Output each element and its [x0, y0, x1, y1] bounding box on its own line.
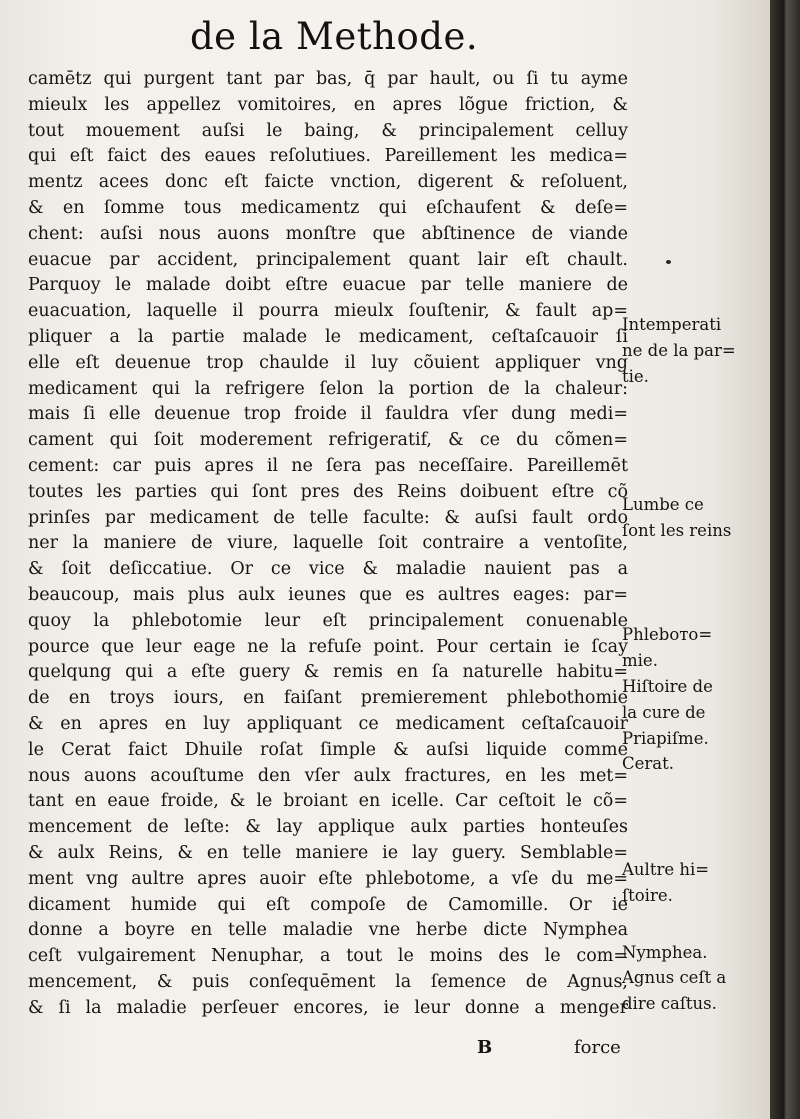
margin-note-agnus	[622, 965, 726, 1017]
body-text	[28, 67, 628, 1021]
text-line: mencement, & puis conſequēment la ſemence de Agnus,	[28, 971, 628, 992]
catchword: force	[574, 1037, 621, 1058]
text-line: camētz qui purgent tant par bas, q̄ par hault, ou ſi tu ayme	[28, 69, 628, 89]
margin-note-line: mie.	[622, 650, 658, 670]
text-line: mentz acees donc eſt faicte vnction, digerent & reſoluent,	[28, 172, 628, 193]
margin-note-nymphea	[622, 940, 707, 966]
text-line: toutes les parties qui ſont pres des Reins doibuent eſtre cõ	[28, 481, 628, 502]
text-line: & en apres en luy appliquant ce medicament ceſtaſcauoir	[28, 713, 628, 734]
margin-note-line: ſtoire.	[622, 885, 673, 905]
text-line: mais ſi elle deuenue trop froide il fauldra vſer dung medi=	[28, 404, 628, 425]
text-line: elle eſt deuenue trop chaulde il luy cõuient appliquer vng	[28, 352, 628, 373]
text-line: cement: car puis apres il ne ſera pas neceſſaire. Pareillemēt	[28, 455, 628, 476]
text-line: medicament qui la refrigere ſelon la portion de la chaleur:	[28, 378, 628, 399]
text-line: Parquoy le malade doibt eſtre euacue par telle maniere de	[28, 275, 628, 296]
margin-note-line: la cure de	[622, 702, 706, 722]
text-line: le Cerat faict Dhuile roſat ſimple & auſsi liquide comme	[28, 739, 628, 760]
text-line: tout mouement auſsi le baing, & principalement celluy	[28, 120, 628, 141]
signature-mark: B	[477, 1037, 493, 1058]
text-line: & en ſomme tous medicamentz qui eſchaufent & deſe=	[28, 197, 628, 218]
text-line: chent: auſsi nous auons monſtre que abſtinence de viande	[28, 223, 628, 244]
margin-note-line: Nymphea.	[622, 943, 708, 962]
text-line: cament qui ſoit moderement refrigeratif, & ce du cõmen=	[28, 430, 628, 451]
margin-note-line: Aultre hi=	[622, 860, 710, 879]
margin-note-histoire	[622, 674, 713, 751]
text-line: quelqung qui a eſte guery & remis en ſa naturelle habitu=	[28, 662, 628, 683]
text-line: prinſes par medicament de telle faculte: & auſsi fault ordo	[28, 507, 628, 528]
text-line: & aulx Reins, & en telle maniere ie lay guery. Semblable=	[28, 842, 628, 863]
margin-note-cerat	[622, 751, 674, 777]
margin-note-line: Intemperati	[622, 315, 722, 334]
text-line: euacuation, laquelle il pourra mieulx ſouſtenir, & fault ap=	[28, 301, 628, 322]
margin-note-line: Agnus ceſt a	[622, 968, 727, 987]
margin-note-intemperatie	[622, 312, 736, 389]
book-gutter	[770, 0, 800, 1119]
text-line: dicament humide qui eſt compoſe de Camomille. Or ie	[28, 894, 628, 915]
text-line: euacue par accident, principalement quant lair eſt chault.	[28, 249, 628, 270]
margin-note-line: ne de la par=	[622, 340, 736, 360]
running-head: de la Methode.	[190, 15, 479, 58]
margin-note-line: Cerat.	[622, 754, 674, 773]
margin-note-line: Priapiſme.	[622, 728, 709, 748]
text-line: pliquer a la partie malade le medicament, ceſtaſcauoir ſi	[28, 326, 628, 347]
margin-note-line: ſont les reins	[622, 520, 732, 540]
margin-note-phlebotomie	[622, 622, 712, 674]
margin-note-line: tie.	[622, 366, 649, 386]
margin-note-line: Phlebото=	[622, 625, 713, 644]
text-line: & ſi la maladie perſeuer encores, ie leur donne a menger	[28, 997, 628, 1018]
margin-notes	[622, 67, 764, 1067]
text-line: ment vng aultre apres auoir eſte phlebotome, a vſe du me=	[28, 868, 628, 889]
text-line: ceſt vulgairement Nenuphar, a tout le moins des le com=	[28, 946, 628, 967]
text-line: qui eſt faict des eaues reſolutiues. Pareillement les medica=	[28, 146, 628, 167]
margin-note-aultre-histoire	[622, 857, 709, 909]
margin-note-lumbe	[622, 492, 731, 544]
text-line: & ſoit deſiccatiue. Or ce vice & maladie nauient pas a	[28, 559, 628, 580]
text-line: pource que leur eage ne la refuſe point. Pour certain ie ſcay	[28, 636, 628, 657]
margin-note-line: Lumbe ce	[622, 495, 704, 514]
margin-note-line: Hiſtoire de	[622, 677, 713, 696]
text-line: mencement de leſte: & lay applique aulx parties honteuſes	[28, 817, 628, 838]
text-line: nous auons acouſtume den vſer aulx fractures, en les met=	[28, 765, 628, 786]
text-line: beaucoup, mais plus aulx ieunes que es aultres eages: par=	[28, 584, 628, 605]
text-line: tant en eaue froide, & le broiant en icelle. Car ceſtoit le cõ=	[28, 791, 628, 812]
margin-note-line: dire caſtus.	[622, 993, 717, 1013]
ink-speck	[666, 260, 671, 264]
text-line: donne a boyre en telle maladie vne herbe dicte Nymphea	[28, 920, 628, 941]
text-line: ner la maniere de viure, laquelle ſoit contraire a ventoſite,	[28, 533, 628, 554]
text-line: de en troys iours, en faiſant premierement phlebothomie	[28, 688, 628, 709]
text-line: quoy la phlebotomie leur eſt principalement conuenable	[28, 610, 628, 631]
text-line: mieulx les appellez vomitoires, en apres lõgue friction, &	[28, 94, 628, 115]
